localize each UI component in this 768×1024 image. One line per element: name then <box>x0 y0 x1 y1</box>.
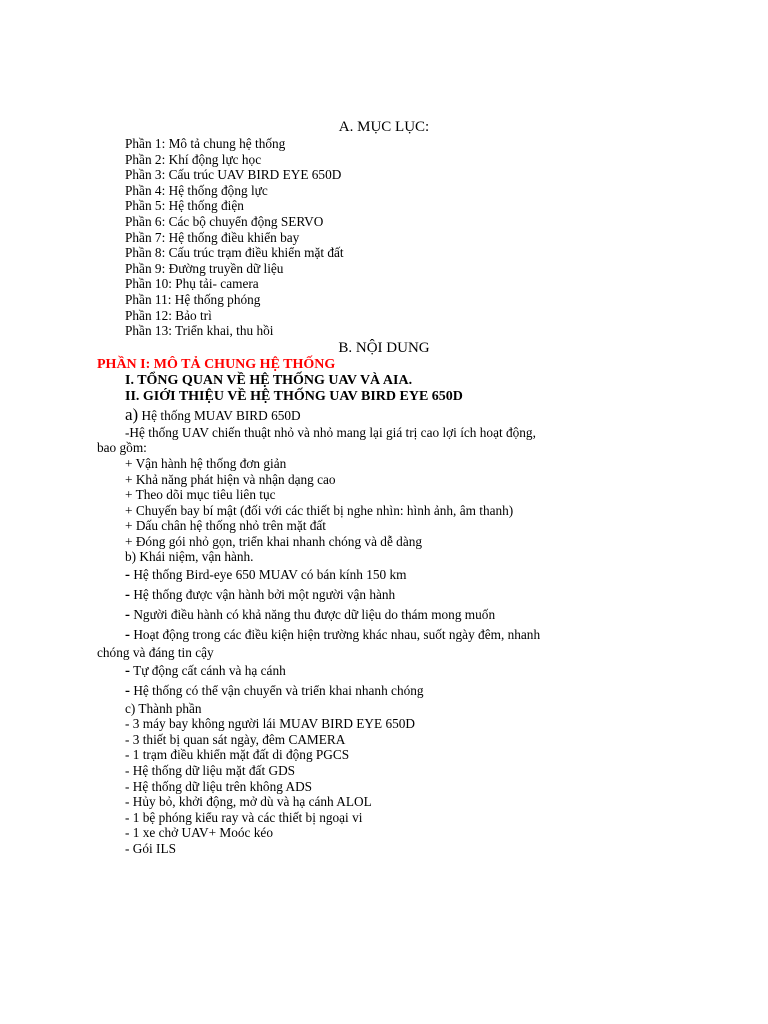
list-item: - Hệ thống có thể vận chuyển và triển khai nhanh chóng <box>125 682 424 699</box>
subsection-a <box>0 405 768 425</box>
benefits-list <box>0 456 768 550</box>
toc-item: Phần 11: Hệ thống phóng <box>125 291 261 307</box>
list-item: - 1 bệ phóng kiểu ray và các thiết bị ngoại vi <box>125 809 363 825</box>
toc-heading: A. MỤC LỤC: <box>338 119 430 135</box>
list-item: + Đóng gói nhỏ gọn, triển khai nhanh chóng và dễ dàng <box>125 533 423 549</box>
list-item: - Hệ thống Bird-eye 650 MUAV có bán kính 150 km <box>125 567 407 584</box>
list-item-cont: chóng và đáng tin cậy <box>97 645 214 661</box>
list-item: + Chuyến bay bí mật (đối với các thiết bị nghe nhìn: hình ảnh, âm thanh) <box>125 502 514 518</box>
list-item: - Người điều hành có khả năng thu được dữ liệu do thám mong muốn <box>125 607 496 624</box>
toc-item: Phần 1: Mô tả chung hệ thống <box>125 136 286 151</box>
dash-marker: - <box>125 627 130 644</box>
intro-paragraph-cont: bao gồm: <box>97 440 147 456</box>
part-title: PHẦN I: MÔ TẢ CHUNG HỆ THỐNG <box>97 356 336 372</box>
toc-item: Phần 3: Cấu trúc UAV BIRD EYE 650D <box>125 167 342 183</box>
list-item: - 1 trạm điều khiển mặt đất di động PGCS <box>125 747 350 763</box>
document-page <box>0 118 768 857</box>
content-heading: B. NỘI DUNG <box>338 339 430 356</box>
toc-item: Phần 10: Phụ tải- camera <box>125 276 259 292</box>
toc-item: Phần 9: Đường truyền dữ liệu <box>125 260 284 276</box>
toc-item: Phần 12: Bảo trì <box>125 307 212 323</box>
dash-marker: - <box>125 587 130 604</box>
toc-item: Phần 4: Hệ thống động lực <box>125 182 268 198</box>
list-item: + Dấu chân hệ thống nhỏ trên mặt đất <box>125 518 326 534</box>
dash-marker: - <box>125 607 130 624</box>
subsection-a-mark: a) <box>125 404 139 424</box>
subsection-a-text: Hệ thống MUAV BIRD 650D <box>138 407 301 423</box>
toc-item: Phần 5: Hệ thống điện <box>125 198 244 214</box>
toc-item: Phần 6: Các bộ chuyển động SERVO <box>125 213 324 229</box>
concepts-list <box>0 565 768 701</box>
list-item: - Hủy bỏ, khởi động, mở dù và hạ cánh ALOL <box>125 794 372 810</box>
components-list <box>0 716 768 856</box>
list-item: - 3 máy bay không người lái MUAV BIRD EYE 650D <box>125 716 416 732</box>
dash-marker: - <box>125 682 130 699</box>
dash-marker: - <box>125 567 130 584</box>
toc-item: Phần 13: Triển khai, thu hồi <box>125 323 274 339</box>
list-item: - Gói ILS <box>125 841 176 856</box>
list-item: - Hoạt động trong các điều kiện hiện trường khác nhau, suốt ngày đêm, nhanh <box>125 627 541 644</box>
list-item: - Hệ thống được vận hành bởi một người vận hành <box>125 587 396 604</box>
toc-list <box>0 136 768 339</box>
list-item: - Hệ thống dữ liệu trên không ADS <box>125 778 313 794</box>
section-heading-1: I. TỔNG QUAN VỀ HỆ THỐNG UAV VÀ AIA. <box>125 372 413 388</box>
intro-paragraph: -Hệ thống UAV chiến thuật nhỏ và nhỏ mang lại giá trị cao lợi ích hoạt động, <box>125 424 536 440</box>
toc-item: Phần 2: Khí động lực học <box>125 151 262 167</box>
toc-item: Phần 7: Hệ thống điều khiển bay <box>125 229 300 245</box>
section-heading-2: II. GIỚI THIỆU VỀ HỆ THỐNG UAV BIRD EYE 650D <box>125 388 463 404</box>
list-item: + Khả năng phát hiện và nhận dạng cao <box>125 471 336 487</box>
list-item: - Tự động cất cánh và hạ cánh <box>125 662 286 679</box>
subsection-c: c) Thành phần <box>125 700 202 716</box>
dash-marker: - <box>125 662 130 679</box>
list-item: + Theo dõi mục tiêu liên tục <box>125 487 276 503</box>
toc-item: Phần 8: Cấu trúc trạm điều khiển mặt đất <box>125 245 344 261</box>
list-item: - 3 thiết bị quan sát ngày, đêm CAMERA <box>125 731 346 747</box>
subsection-b: b) Khái niệm, vận hành. <box>125 549 254 565</box>
list-item: - 1 xe chở UAV+ Moóc kéo <box>125 825 273 841</box>
list-item: - Hệ thống dữ liệu mặt đất GDS <box>125 763 296 779</box>
list-item: + Vận hành hệ thống đơn giản <box>125 455 287 471</box>
